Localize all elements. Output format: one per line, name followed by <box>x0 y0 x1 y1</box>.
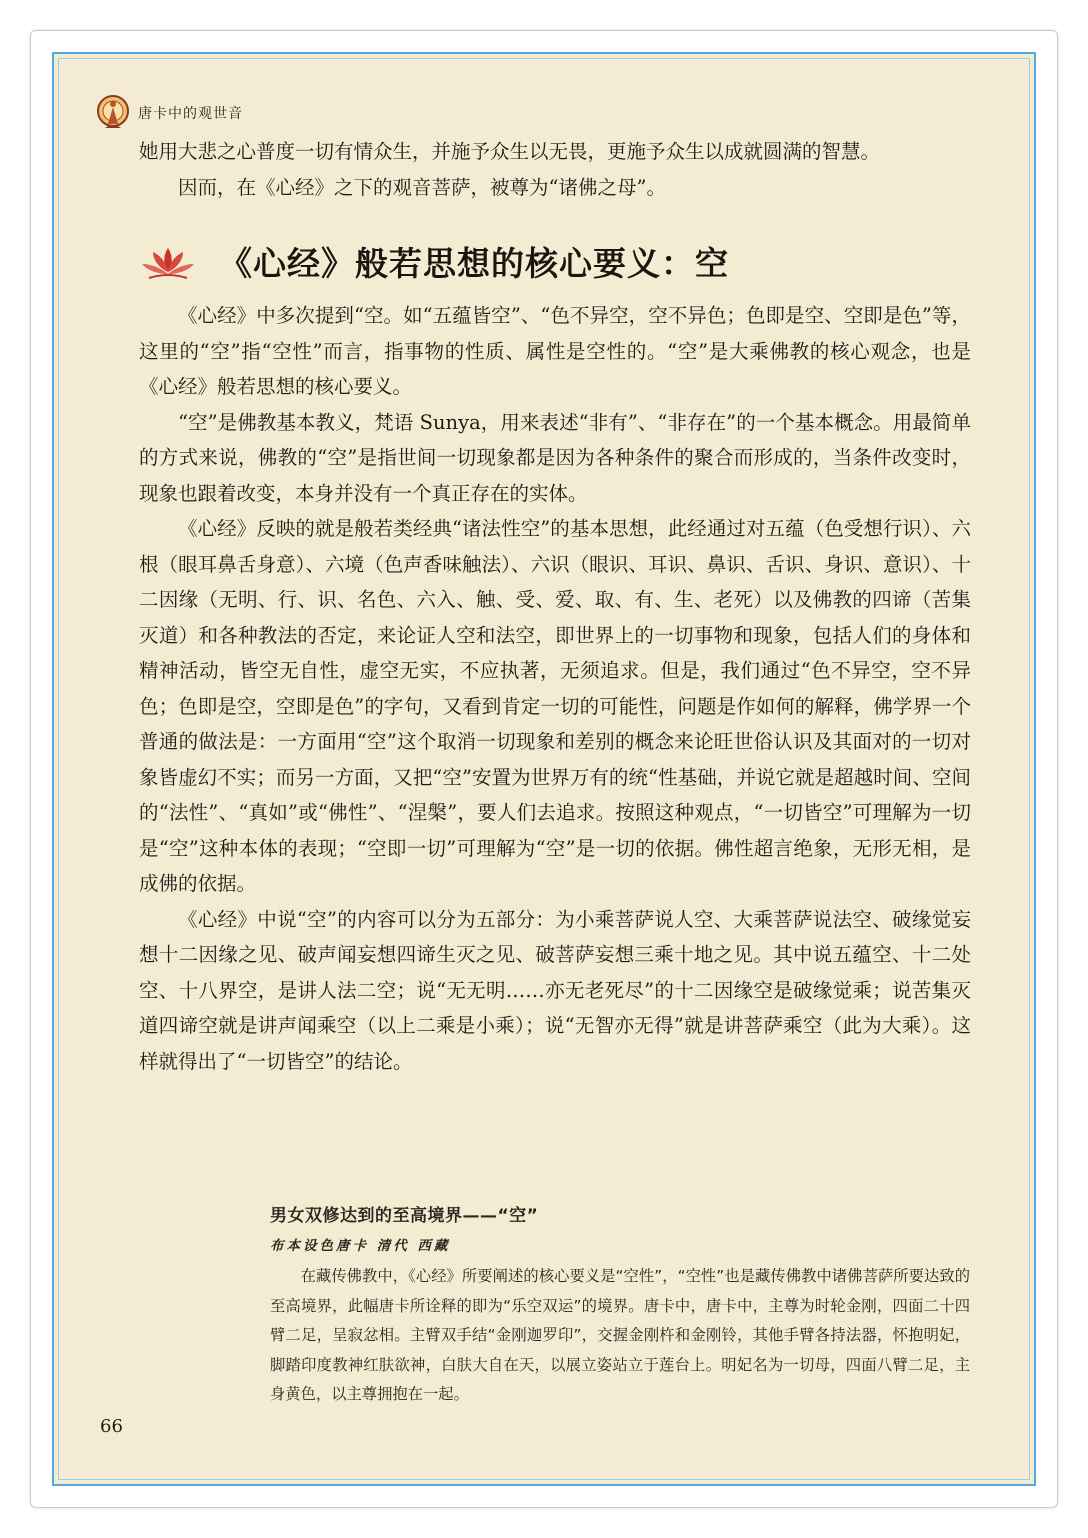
body-paragraph: 《心经》反映的就是般若类经典“诸法性空”的基本思想，此经通过对五蕴（色受想行识）、六根（眼耳鼻舌身意）、六境（色声香味触法）、六识（眼识、耳识、鼻识、舌识、身识、意识）、十二因缘（无明、行、识、名色、六入、触、受、爱、取、有、生、老死）以及佛教的四谛（苦集灭道）和各种教法的否定，来论证人空和法空，即世界上的一切事物和现象，包括人们的身体和精神活动，皆空无自性，虚空无实，不应执著，无须追求。但是，我们通过“色不异空，空不异色；色即是空，空即是色”的字句，又看到肯定一切的可能性，问题是作如何的解释，佛学界一个普通的做法是：一方面用“空”这个取消一切现象和差别的概念来论旺世俗认识及其面对的一切对象皆虚幻不实；而另一方面，又把“空”安置为世界万有的统“性基础，并说它就是超越时间、空间的“法性”、“真如”或“佛性”、“涅槃”，要人们去追求。按照这种观点，“一切皆空”可理解为一切是“空”这种本体的表现；“空即一切”可理解为“空”是一切的依据。佛性超言绝象，无形无相，是成佛的依据。 <box>139 517 971 895</box>
lotus-icon <box>139 242 197 282</box>
lead-paragraph: 因而，在《心经》之下的观音菩萨，被尊为“诸佛之母”。 <box>178 175 666 199</box>
body-paragraph: 《心经》中说“空”的内容可以分为五部分：为小乘菩萨说人空、大乘菩萨说法空、破缘觉妄想十二因缘之见、破声闻妄想四谛生灭之见、破菩萨妄想三乘十地之见。其中说五蕴空、十二处空、十八界空，是讲人法二空；说“无无明……亦无老死尽”的十二因缘空是破缘觉乘；说苦集灭道四谛空就是讲声闻乘空（以上二乘是小乘）；说“无智亦无得”就是讲菩萨乘空（此为大乘）。这样就得出了“一切皆空”的结论。 <box>139 907 971 1073</box>
section-title: 《心经》般若思想的核心要义：空 <box>219 244 729 283</box>
caption-credit: 布本设色唐卡 清代 西藏 <box>270 1238 451 1254</box>
section-heading <box>139 238 729 285</box>
body-paragraph: 《心经》中多次提到“空。如“五蕴皆空”、“色不异空，空不异色；色即是空、空即是色”等，这里的“空”指“空性”而言，指事物的性质、属性是空性的。“空”是大乘佛教的核心观念，也是《心经》般若思想的核心要义。 <box>139 304 971 398</box>
main-text <box>139 298 971 1079</box>
running-head-title: 唐卡中的观世音 <box>138 106 243 122</box>
lead-text <box>139 134 971 205</box>
caption-title: 男女双修达到的至高境界——“空” <box>270 1206 539 1226</box>
running-head <box>96 94 243 132</box>
body-paragraph: “空”是佛教基本教义，梵语 Sunya，用来表述“非有”、“非存在”的一个基本概念。用最简单的方式来说，佛教的“空”是指世间一切现象都是因为各种条件的聚合而形成的，当条件改变时，现象也跟着改变，本身并没有一个真正存在的实体。 <box>139 410 971 505</box>
caption-body: 在藏传佛教中，《心经》所要阐述的核心要义是“空性”，“空性”也是藏传佛教中诸佛菩萨所要达致的至高境界，此幅唐卡所诠释的即为“乐空双运”的境界。唐卡中，唐卡中，主尊为时轮金刚，四面二十四臂二足，呈寂忿相。主臂双手结“金刚迦罗印”，交握金刚杵和金刚铃，其他手臂各持法器，怀抱明妃，脚踏印度教神红肤欲神，白肤大自在天，以展立姿站立于莲台上。明妃名为一切母，四面八臂二足，主身黄色，以主尊拥抱在一起。 <box>270 1267 970 1403</box>
page-number: 66 <box>100 1416 123 1437</box>
image-caption <box>270 1201 970 1410</box>
lead-paragraph: 她用大悲之心普度一切有情众生，并施予众生以无畏，更施予众生以成就圆满的智慧。 <box>139 140 881 163</box>
guanyin-figure-icon <box>96 94 130 132</box>
